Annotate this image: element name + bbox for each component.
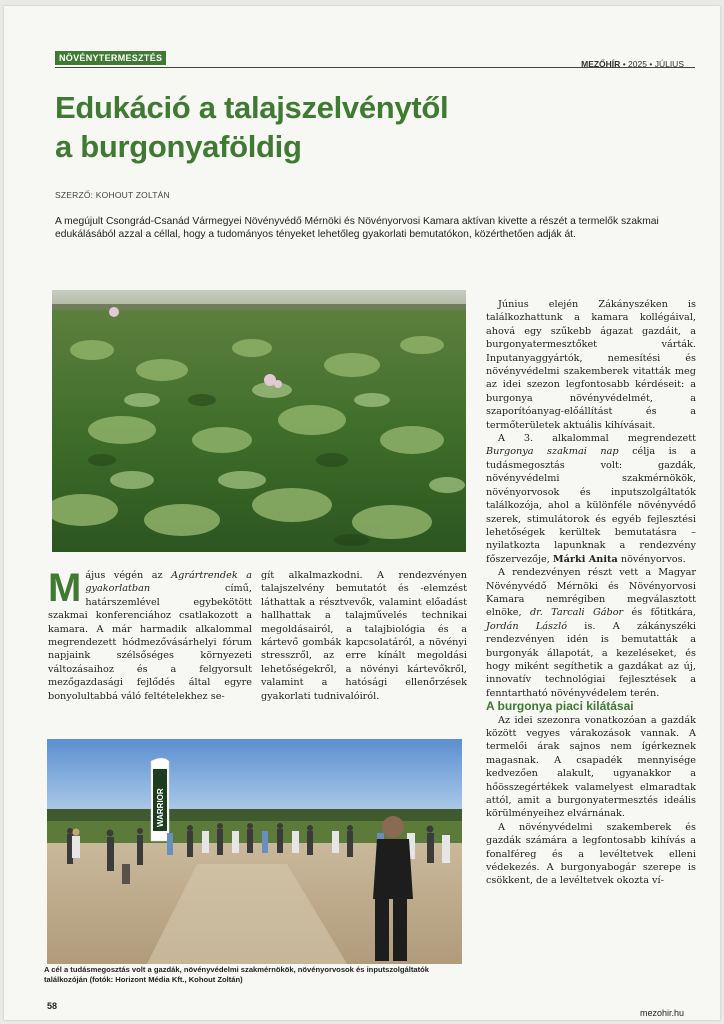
title-line-1: Edukáció a talajszelvénytől bbox=[55, 90, 449, 125]
text-run: is. A zákányszéki rendezvényen idén is bemutatták a burgonyák állapotát, a kezeléseket, és hogy miként segíthetik a gazdákat az új, innovatív technológiai fejlesztések a fenntartható növényvédelem terén. bbox=[486, 620, 696, 699]
person-name: Márki Anita bbox=[552, 553, 618, 565]
event-name: Burgonya szakmai nap bbox=[486, 446, 619, 458]
person-name: dr. Tarcali Gábor bbox=[529, 607, 624, 619]
paragraph: gít alkalmazkodni. A rendezvényen talajszelvény bemutatót és -elemzést láthattak a résztvevők, valamint előadást hallhattak a talajművelés technikai megoldásairól, a talajbiológia és a kártevő gombák kapcsolatáról, a növényi stresszről, az erre kínált megoldási lehetőségekről, a növényi kártevőkről, valamint a hatósági ellenőrzések gyakorlati tudnivalóiról. bbox=[261, 570, 467, 702]
text-run: és főtitkára, bbox=[623, 607, 696, 619]
issue-year: 2025 bbox=[628, 59, 647, 69]
site-url: mezohir.hu bbox=[639, 1008, 684, 1018]
photo-caption: A cél a tudásmegosztás volt a gazdák, növényvédelmi szakmérnökök, növényorvosok és inputszolgáltatók találkozóján (fotók: Horizont Média Kft., Kohout Zoltán) bbox=[44, 965, 430, 984]
person-name: Jordán László bbox=[486, 620, 568, 632]
page-number: 58 bbox=[47, 1001, 58, 1011]
author-byline: SZERZŐ: KOHOUT ZOLTÁN bbox=[55, 190, 170, 200]
potato-field-photo bbox=[52, 290, 466, 552]
article-lead: A megújult Csongrád-Csanád Vármegyei Növényvédő Mérnöki és Növényorvosi Kamara aktívan kivette a részét a termelők szakmai edukálásából azzal a céllal, hogy a tudományos tényeket lehetőleg gyakorlati bemutatókon, közérthetően adják át. bbox=[55, 216, 659, 240]
text-run: című, határszemlével egybekötött szakmai konferenciához csatlakozott a kamara. A már harmadik alkalommal megrendezett hódmezővásárhelyi fórum napjaink szélsőséges környezeti változásaihoz és a felgyorsult mezőgazdasági fejlődés által egyre bonyolultabbá váló feltételekhez se- bbox=[48, 583, 252, 702]
article-title bbox=[55, 88, 615, 166]
title-line-2: a burgonyaföldig bbox=[55, 129, 302, 164]
section-subheading: A burgonya piaci kilátásai bbox=[486, 699, 634, 714]
paragraph: Az idei szezonra vonatkozóan a gazdák között vegyes várakozások vannak. A termelői árak sajnos nem ígérkeznek magasnak. A csapadék mennyisége kedvezően alakult, ugyanakkor a hőösszegértékek valamelyest elmaradtak attól, amit a burgonyatermesztés ideális körülményeihez elvárnának. bbox=[486, 714, 696, 820]
magazine-page bbox=[4, 6, 720, 1020]
separator-1: • bbox=[622, 59, 626, 69]
event-gathering-photo bbox=[47, 739, 462, 964]
paragraph bbox=[48, 566, 252, 703]
event-name: Agrártrendek a gyakorlatban bbox=[85, 570, 252, 595]
text-run: A rendezvényen részt vett a Magyar Növényvédő Mérnöki és Növényorvosi Kamara nemrégiben megválasztott elnöke, bbox=[486, 567, 696, 619]
text-run: ájus végén az bbox=[85, 570, 172, 581]
text-run: célja is a tudásmegosztás volt: gazdák, növényvédelmi szakmérnökök, növényorvosok és inputszolgáltatók találkozója, ahol a különféle növényvédő szerek, stimulátorok és egyéb fejlesztési lehetőségek kerültek bemutatásra – nyilatkozta lapunknak a rendezvény főszervezője, bbox=[486, 446, 697, 565]
issue-info bbox=[581, 59, 684, 69]
text-run: A 3. alkalommal megrendezett bbox=[498, 433, 696, 445]
paragraph bbox=[486, 432, 696, 566]
text-run: növényorvos. bbox=[617, 553, 686, 565]
drop-cap: M bbox=[48, 566, 82, 610]
publication-name: MEZŐHÍR bbox=[581, 59, 621, 69]
issue-month: JÚLIUS bbox=[654, 59, 684, 69]
paragraph: A növényvédelmi szakemberek és gazdák számára a legfontosabb kihívás a fonalféreg és a levéltetvek elleni védekezés. A burgonyabogár szerepe is csökkent, de a levéltetvek okozta ví- bbox=[486, 821, 696, 887]
text-column-1 bbox=[48, 566, 252, 703]
separator-2: • bbox=[649, 59, 653, 69]
section-tag: NÖVÉNYTERMESZTÉS bbox=[55, 51, 166, 65]
paragraph: Június elején Zákányszéken is találkozhattunk a kamara kollégáival, ahová egy szűkebb ágazat gazdáit, a burgonyatermesztőket várták. Inputanyaggyártók, nemesítési és növényvédelmi szakemberek vitatták meg az idei szezon legfontosabb kérdéseit: a burgonya növényvédelmét, a szaporítóanyag-előállítást és a termőterületek aktuális kihívásait. bbox=[486, 299, 696, 431]
text-column-2 bbox=[261, 569, 467, 703]
paragraph bbox=[486, 566, 696, 700]
banner-text: WARRIOR bbox=[156, 788, 165, 827]
text-column-3 bbox=[486, 298, 696, 888]
